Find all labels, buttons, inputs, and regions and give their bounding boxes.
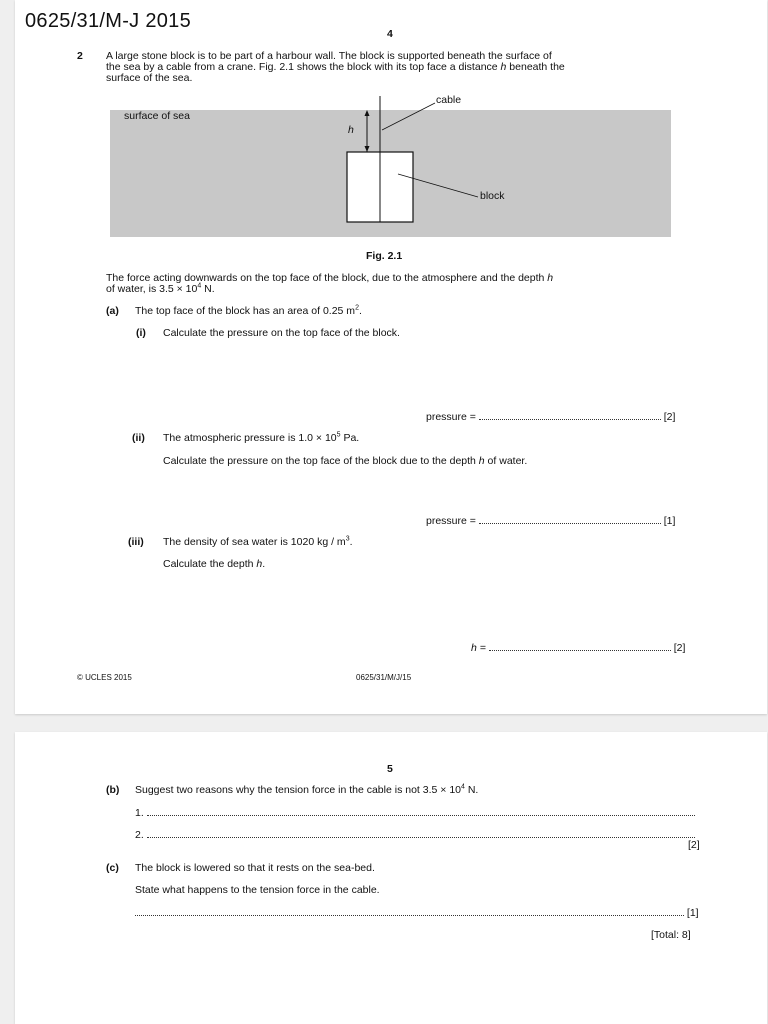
block-label: block — [480, 190, 505, 202]
footer-code: 0625/31/M/J/15 — [356, 673, 412, 682]
reason-line-2: 2. — [135, 828, 695, 841]
intro-line-1: A large stone block is to be part of a harbour wall. The block is supported beneath the surface of — [106, 50, 552, 62]
page-number: 4 — [387, 28, 393, 40]
footer-copyright: © UCLES 2015 — [77, 673, 132, 682]
answer-1-row: pressure = [2] — [426, 411, 676, 423]
answer-3-row: h = [2] — [471, 642, 686, 654]
force-line-2: of water, is $3.5 \times 10^4$ N. — [106, 282, 215, 295]
answer-2-row: pressure = [1] — [426, 515, 676, 527]
part-iii-text-2: Calculate the depth h. — [163, 558, 266, 570]
part-ii-text-2: Calculate the pressure on the top face of the block due to the depth h of water. — [163, 455, 528, 467]
part-iii-label: (iii) — [128, 536, 144, 548]
cable-label: cable — [436, 94, 462, 106]
answer-2-line[interactable] — [479, 514, 661, 524]
total-marks: [Total: 8] — [651, 929, 691, 941]
figure-caption: Fig. 2.1 — [366, 250, 403, 262]
part-c-answer-line[interactable] — [135, 906, 684, 916]
figure-2-1 — [110, 94, 671, 237]
part-b-text: Suggest two reasons why the tension force in the cable is not $3.5 \times 10^4$ N. — [135, 783, 479, 796]
part-c-label: (c) — [106, 862, 119, 874]
page-number-5: 5 — [387, 763, 393, 775]
part-c-text: The block is lowered so that it rests on the sea-bed. — [135, 862, 375, 874]
answer-1-line[interactable] — [479, 410, 661, 420]
reason-line-1: 1. — [135, 806, 695, 819]
part-b-label: (b) — [106, 784, 120, 796]
intro-line-2: the sea by a cable from a crane. Fig. 2.1 shows the block with its top face a distance h beneath the — [106, 61, 565, 73]
answer-3-line[interactable] — [489, 641, 671, 651]
part-ii-label: (ii) — [132, 432, 145, 444]
header-code: 0625/31/M-J 2015 — [25, 10, 192, 32]
reason-1-line[interactable] — [147, 806, 695, 816]
part-i-label: (i) — [136, 327, 146, 339]
exam-page-4 — [15, 0, 767, 714]
surface-of-sea-label: surface of sea — [124, 110, 190, 122]
question-number: 2 — [77, 50, 83, 62]
h-label: h — [348, 124, 354, 136]
part-c-text-2: State what happens to the tension force in the cable. — [135, 884, 380, 896]
reason-2-line[interactable] — [147, 828, 695, 838]
force-line-1: The force acting downwards on the top face of the block, due to the atmosphere and the depth h — [106, 272, 554, 284]
harbour-block-diagram — [110, 110, 671, 237]
part-i-text: Calculate the pressure on the top face of the block. — [163, 327, 400, 339]
part-iii-text: The density of sea water is 1020 kg / $m^3$. — [163, 535, 353, 548]
part-b-marks: [2] — [688, 839, 700, 851]
intro-line-3: surface of the sea. — [106, 72, 193, 84]
part-c-answer-row: [1] — [135, 906, 699, 919]
part-a-label: (a) — [106, 305, 119, 317]
part-a-text: The top face of the block has an area of 0.25 $m^2$. — [135, 304, 362, 317]
exam-page-5 — [15, 732, 767, 1024]
part-ii-text: The atmospheric pressure is $1.0 \times 10^5$ Pa. — [163, 431, 360, 444]
